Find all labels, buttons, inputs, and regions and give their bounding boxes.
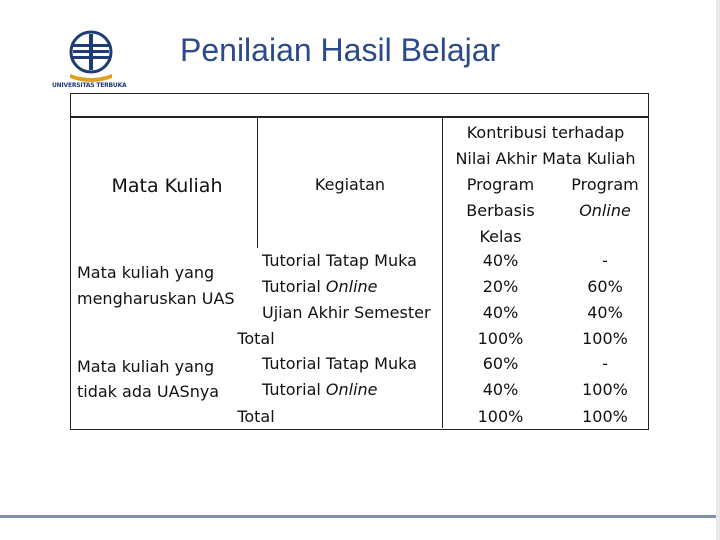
slide-edge: [716, 0, 720, 540]
header-mata-kuliah: Mata Kuliah: [111, 175, 223, 197]
kegiatan-online-text: Online: [325, 277, 378, 296]
header-kontribusi-line1: Kontribusi terhadap: [466, 123, 625, 142]
kegiatan-cell: Ujian Akhir Semester: [262, 303, 431, 322]
header-kontribusi-line2: Nilai Akhir Mata Kuliah: [455, 149, 636, 168]
logo-caption: UNIVERSITAS TERBUKA: [52, 82, 127, 89]
total-program2: 100%: [582, 407, 628, 426]
group1-label-line1: Mata kuliah yang: [77, 263, 215, 282]
program2-cell: -: [602, 251, 608, 270]
program1-cell: 40%: [482, 303, 519, 322]
header-bar: [70, 93, 649, 117]
program2-cell: -: [602, 354, 608, 373]
header-program2-line1: Program: [571, 175, 639, 194]
bottom-divider: [0, 515, 720, 518]
total-program1: 100%: [477, 407, 524, 426]
header-program1-line3: Kelas: [479, 227, 522, 246]
header-program2-line2: Online: [579, 201, 631, 220]
total-label: Total: [237, 329, 275, 348]
program2-cell: 60%: [587, 277, 623, 296]
header-kegiatan: Kegiatan: [314, 175, 386, 194]
page-title: Penilaian Hasil Belajar: [180, 32, 501, 68]
program1-cell: 40%: [482, 380, 519, 399]
group2-label-line2: tidak ada UASnya: [77, 382, 220, 401]
kegiatan-cell: Tutorial Tatap Muka: [262, 251, 417, 270]
kegiatan-cell: [262, 377, 378, 403]
kegiatan-text: Tutorial: [262, 277, 326, 296]
group1-label-line2: mengharuskan UAS: [77, 289, 235, 308]
program2-cell: 100%: [582, 380, 628, 399]
kegiatan-text: Tutorial: [262, 380, 326, 399]
group2-label-line1: Mata kuliah yang: [77, 357, 215, 376]
total-program2: 100%: [582, 329, 628, 348]
kegiatan-online-text: Online: [325, 380, 378, 399]
total-program1: 100%: [477, 329, 524, 348]
program1-cell: 20%: [482, 277, 519, 296]
assessment-table: [70, 117, 649, 430]
program1-cell: 40%: [482, 251, 519, 270]
kegiatan-cell: [262, 274, 378, 300]
header-program1-line1: Program: [466, 175, 535, 194]
program2-cell: 40%: [587, 303, 623, 322]
kegiatan-cell: Tutorial Tatap Muka: [262, 354, 417, 373]
column-divider: [257, 118, 258, 248]
total-label: Total: [237, 407, 275, 426]
header-program1-line2: Berbasis: [466, 201, 535, 220]
program1-cell: 60%: [482, 354, 519, 373]
